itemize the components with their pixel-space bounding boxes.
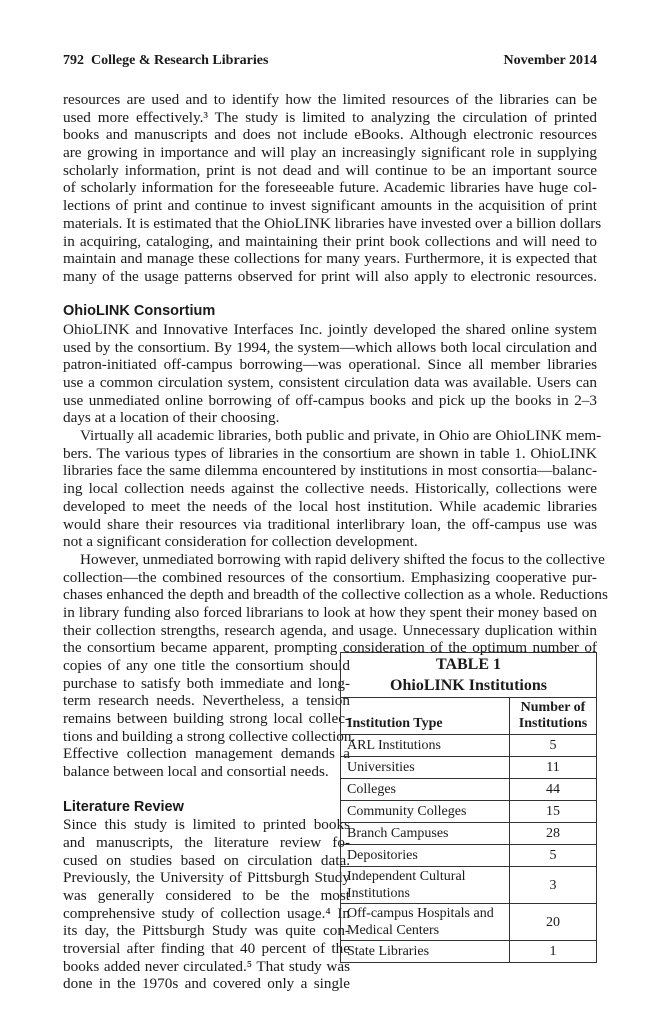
text-line: libraries face the same dilemma encountered by institutions in most consortia—balanc- (63, 462, 597, 480)
running-header-date: November 2014 (503, 53, 597, 68)
text-line: collection—the combined resources of the consortium. Emphasizing cooperative pur- (63, 568, 597, 586)
text-line: and manuscripts, the literature review fo- (63, 833, 350, 851)
text-line: tions and building a strong collective collection. (63, 727, 356, 745)
text-line: copies of any one title the consortium should (63, 657, 350, 674)
institution-type-cell: Community Colleges (341, 801, 510, 823)
text-line: in acquiring, cataloging, and maintaining their print book collections and will need to (63, 232, 597, 250)
text-line: of scholarly information for the foreseeable future. Academic libraries have huge col- (63, 179, 597, 197)
text-line: OhioLINK and Innovative Interfaces Inc. jointly developed the shared online system (63, 320, 597, 338)
text-line: remains between building strong local collec- (63, 710, 350, 728)
text-line: term research needs. Nevertheless, a tension (63, 692, 350, 710)
text-line: cused on studies based on circulation data. (63, 851, 350, 869)
table-row (341, 845, 597, 867)
blank-line (63, 781, 350, 799)
institution-type-cell: Colleges (341, 779, 510, 801)
institution-count-cell: 11 (510, 757, 597, 779)
text-line: in library funding also forced librarians to look at how they spent their money based on (63, 603, 597, 621)
text-line: troversial after finding that 40 percent of the (63, 940, 350, 957)
text-line: was generally considered to be the most (63, 886, 350, 904)
table-row (341, 801, 597, 823)
text-line: not a significant consideration for collection development. (63, 533, 418, 551)
institution-type-cell: Depositories (341, 845, 510, 867)
text-line: many of the usage patterns observed for print will also apply to electronic resources. (63, 267, 597, 285)
institution-type-cell: Branch Campuses (341, 823, 510, 845)
text-line: would share their resources via traditional interlibrary loan, the off-campus use was (63, 515, 597, 533)
institution-count-cell: 44 (510, 779, 597, 801)
column-header-institution-type: Institution Type (341, 698, 510, 735)
institution-count-cell: 5 (510, 845, 597, 867)
text-line: Virtually all academic libraries, both public and private, in Ohio are OhioLINK mem- (80, 427, 602, 445)
text-line: the consortium became apparent, prompting consideration of the optimum number of (63, 639, 597, 657)
text-line: balance between local and consortial needs. (63, 763, 329, 781)
text-line: use a common circulation system, consistent circulation data was available. Users can (63, 374, 597, 391)
text-line: use unmediated online borrowing of off-campus books and pick up the books in 2–3 (63, 391, 597, 409)
text-line: their collection strengths, research agenda, and usage. Unnecessary duplication within (63, 621, 597, 639)
text-line: Effective collection management demands a (63, 745, 350, 763)
table-row (341, 757, 597, 779)
running-header-journal: 792 College & Research Libraries (63, 53, 269, 68)
text-line: comprehensive study of collection usage.⁴ In (63, 904, 350, 922)
column-header-number: Number of Institutions (510, 698, 597, 735)
institution-type-cell: Off-campus Hospitals and Medical Centers (341, 904, 510, 941)
text-line: However, unmediated borrowing with rapid delivery shifted the focus to the collective (80, 550, 605, 568)
text-line: its day, the Pittsburgh Study was quite con- (63, 922, 350, 940)
text-line: lections of print and continue to invest significant amounts in the acquisition of print (63, 197, 597, 215)
text-line: are growing in importance and will play an increasingly significant role in supplying (63, 144, 597, 162)
text-line: used more effectively.³ The study is limited to analyzing the circulation of printed (63, 108, 597, 126)
section-heading: OhioLINK Consortium (63, 303, 216, 320)
table-row (341, 823, 597, 845)
text-line: resources are used and to identify how the limited resources of the libraries can be (63, 91, 597, 108)
text-line: bers. The various types of libraries in the consortium are shown in table 1. OhioLINK (63, 444, 597, 462)
table-caption (341, 653, 597, 698)
text-line: developed to meet the needs of the local host institution. While academic libraries (63, 497, 597, 515)
institution-count-cell: 28 (510, 823, 597, 845)
text-line: used by the consortium. By 1994, the system—which allows both local circulation and (63, 338, 597, 356)
institution-type-cell: Universities (341, 757, 510, 779)
table-1-ohiolink-institutions (340, 652, 597, 963)
blank-line (63, 286, 597, 304)
text-line: days at a location of their choosing. (63, 409, 280, 427)
institution-type-cell: Independent Cultural Institutions (341, 867, 510, 904)
institution-count-cell: 15 (510, 801, 597, 823)
text-line: books and manuscripts and does not include eBooks. Although electronic resources (63, 126, 597, 144)
text-line: patron-initiated off-campus borrowing—was operational. Since all member libraries (63, 356, 597, 374)
institution-count-cell: 1 (510, 941, 597, 963)
institution-type-cell: ARL Institutions (341, 735, 510, 757)
text-line: ing local collection needs against the collective needs. Historically, collections were (63, 480, 597, 498)
text-line: maintain and manage these collections for many years. Furthermore, it is expected that (63, 250, 597, 268)
table-row (341, 941, 597, 963)
text-line: Since this study is limited to printed books (63, 816, 350, 834)
table-title: TABLE 1 (435, 656, 502, 673)
text-line: scholarly information, print is not dead and will continue to be an important source (63, 161, 597, 179)
table-row (341, 867, 597, 904)
table-row (341, 904, 597, 941)
institution-count-cell: 20 (510, 904, 597, 941)
section-heading: Literature Review (63, 798, 184, 815)
text-line: done in the 1970s and covered only a single (63, 975, 350, 993)
text-line: purchase to satisfy both immediate and long- (63, 674, 350, 692)
text-line: chases enhanced the depth and breadth of the collective collection as a whole. Reductions (63, 586, 608, 604)
table-row (341, 735, 597, 757)
table-row (341, 779, 597, 801)
institution-type-cell: State Libraries (341, 941, 510, 963)
table-subtitle: OhioLINK Institutions (390, 677, 547, 694)
institution-count-cell: 3 (510, 867, 597, 904)
text-line: Previously, the University of Pittsburgh Study (63, 869, 350, 887)
text-line: books added never circulated.⁵ That study was (63, 957, 350, 975)
institution-count-cell: 5 (510, 735, 597, 757)
text-line: materials. It is estimated that the OhioLINK libraries have invested over a billion dollars (63, 214, 602, 232)
